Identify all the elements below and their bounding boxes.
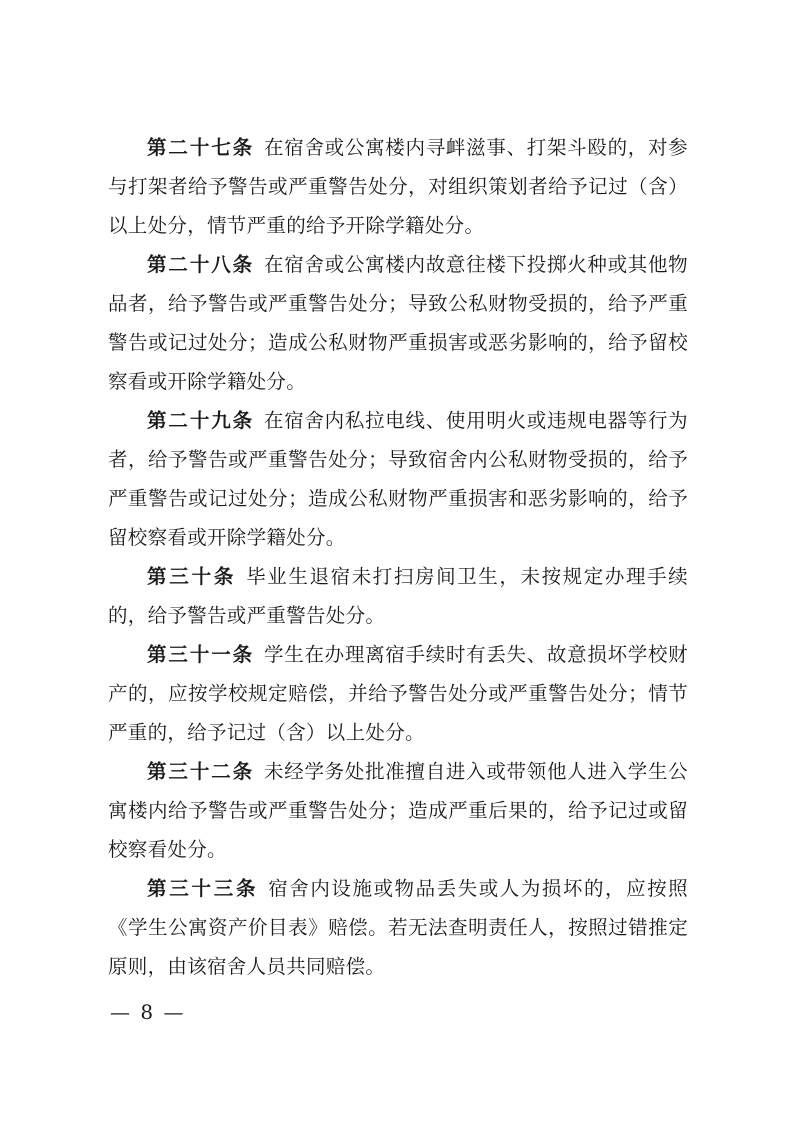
article-text: 毕业生退宿未打扫房间卫生，未按规定办理手续的，给予警告或严重警告处分。 xyxy=(108,565,688,627)
article-heading: 第三十三条 xyxy=(147,877,259,900)
article-heading: 第三十二条 xyxy=(147,760,255,783)
article-30 xyxy=(108,557,688,635)
article-heading: 第二十八条 xyxy=(147,253,255,276)
article-text: 在宿舍内私拉电线、使用明火或违规电器等行为者，给予警告或严重警告处分；导致宿舍内公私财物受损的，给予严重警告或记过处分；造成公私财物严重损害和恶劣影响的，给予留校察看或开除学籍处分。 xyxy=(108,409,688,549)
article-33 xyxy=(108,869,688,986)
article-29 xyxy=(108,401,688,557)
article-32 xyxy=(108,752,688,869)
article-heading: 第三十条 xyxy=(147,565,237,588)
article-text: 学生在办理离宿手续时有丢失、故意损坏学校财产的，应按学校规定赔偿，并给予警告处分或严重警告处分；情节严重的，给予记过（含）以上处分。 xyxy=(108,643,688,744)
article-text: 在宿舍或公寓楼内寻衅滋事、打架斗殴的，对参与打架者给予警告或严重警告处分，对组织策划者给予记过（含）以上处分，情节严重的给予开除学籍处分。 xyxy=(108,136,688,237)
article-28 xyxy=(108,245,688,401)
article-heading: 第三十一条 xyxy=(147,643,255,666)
article-text: 未经学务处批准擅自进入或带领他人进入学生公寓楼内给予警告或严重警告处分；造成严重后果的，给予记过或留校察看处分。 xyxy=(108,760,688,861)
article-heading: 第二十七条 xyxy=(147,136,255,159)
article-31 xyxy=(108,635,688,752)
article-27 xyxy=(108,128,688,245)
article-text: 在宿舍或公寓楼内故意往楼下投掷火种或其他物品者，给予警告或严重警告处分；导致公私财物受损的，给予严重警告或记过处分；造成公私财物严重损害或恶劣影响的，给予留校察看或开除学籍处分。 xyxy=(108,253,688,393)
article-heading: 第二十九条 xyxy=(147,409,255,432)
document-body xyxy=(108,128,688,986)
page-number: — 8 — xyxy=(110,1000,186,1024)
article-text: 宿舍内设施或物品丢失或人为损坏的，应按照《学生公寓资产价目表》赔偿。若无法查明责任人，按照过错推定原则，由该宿舍人员共同赔偿。 xyxy=(108,877,688,978)
